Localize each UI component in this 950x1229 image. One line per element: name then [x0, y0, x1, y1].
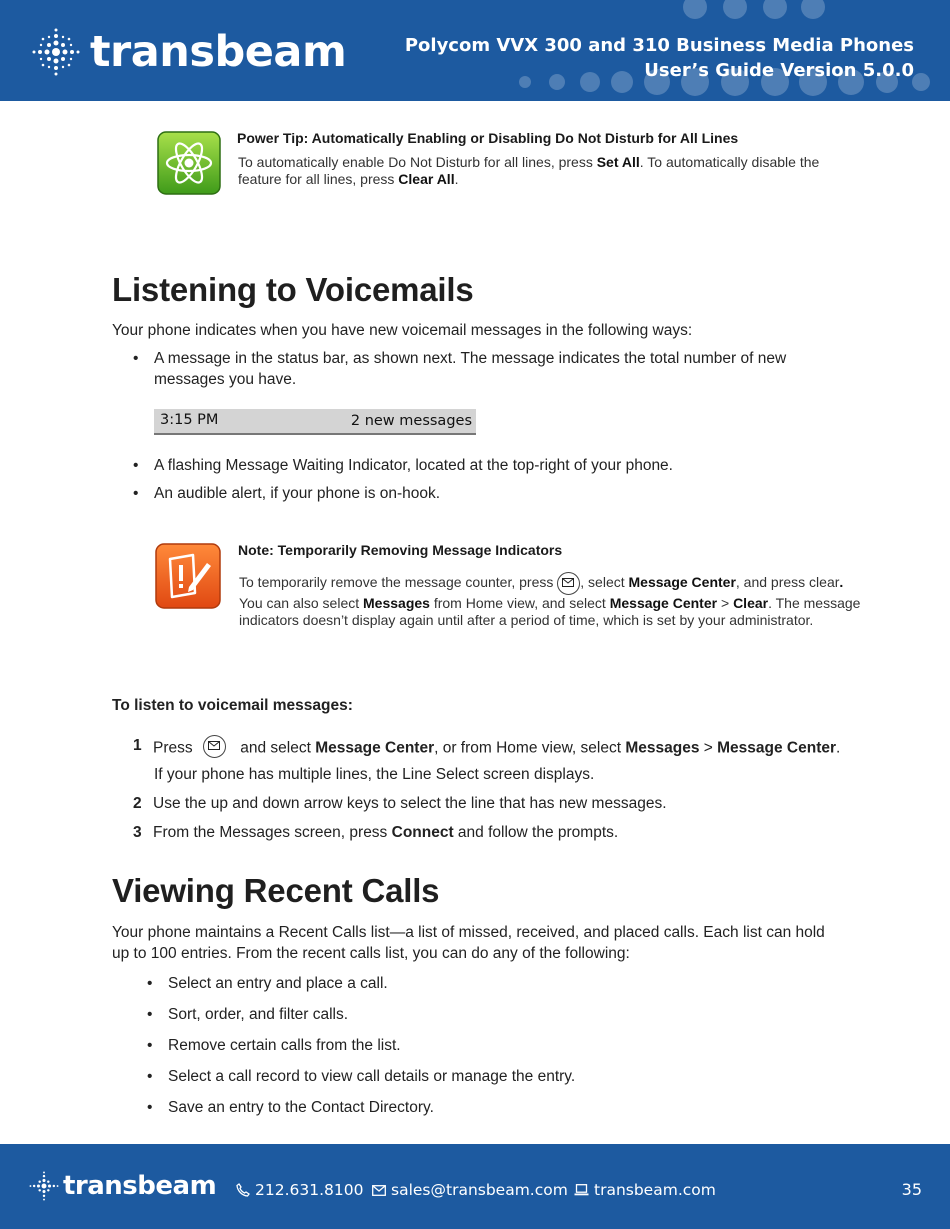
document-title [405, 33, 914, 83]
step-1-text: Press and select Message Center, or from Home view, select Messages > Message Center. [153, 735, 853, 762]
power-tip-title: Power Tip: Automatically Enabling or Disabling Do Not Disturb for All Lines [237, 130, 739, 146]
messages-key-icon [557, 572, 580, 595]
list-item: • Select an entry and place a call. [168, 973, 388, 994]
status-bar-time: 3:15 PM [160, 412, 219, 428]
phone-icon [236, 1183, 250, 1197]
note-title: Note: Temporarily Removing Message Indicators [238, 542, 563, 558]
clear-all-label: Clear All [398, 170, 455, 187]
step-2-text: Use the up and down arrow keys to select the line that has new messages. [153, 795, 667, 812]
transbeam-starburst-icon [28, 1170, 60, 1202]
recent-calls-intro: Your phone maintains a Recent Calls list—a list of missed, received, and placed calls. Each list can hold up to 100 entries. From the recent calls list, you can do any of the following: [112, 924, 825, 962]
heading-listening-to-voicemails: Listening to Voicemails [112, 271, 474, 308]
voicemail-intro: Your phone indicates when you have new voicemail messages in the following ways: [112, 322, 693, 339]
note-pencil-icon [155, 543, 221, 609]
set-all-label: Set All [596, 154, 640, 170]
laptop-icon [574, 1184, 589, 1196]
document-title-line-2: User’s Guide Version 5.0.0 [644, 60, 914, 81]
list-item: • Save an entry to the Contact Directory. [168, 1097, 434, 1118]
list-item: • Sort, order, and filter calls. [168, 1004, 348, 1025]
footer-phone[interactable]: 212.631.8100 [236, 1181, 363, 1199]
footer-brand-name: transbeam [63, 1171, 217, 1201]
heading-viewing-recent-calls: Viewing Recent Calls [112, 872, 440, 909]
list-item: • Select a call record to view call details or manage the entry. [168, 1066, 575, 1087]
voicemail-bullet-status-bar: • A message in the status bar, as shown next. The message indicates the total number of new messages you have. [154, 348, 814, 390]
status-bar-message: 2 new messages [350, 413, 472, 429]
step-3-text: From the Messages screen, press Connect and follow the prompts. [153, 824, 619, 841]
power-tip-text: To automatically enable Do Not Disturb for all lines, press Set All. To automatically disable the feature for all lines, press Clear All. [238, 154, 820, 187]
step-number: 1 [133, 737, 142, 754]
atom-icon [157, 131, 221, 195]
messages-key-icon [203, 735, 226, 758]
transbeam-starburst-icon [30, 26, 82, 78]
note-text: To temporarily remove the message counter, press , select Message Center, and press clear. You can also select Messages from Home view, and select Message Center > Clear. The message indicators doesn’t display again until after a period of time, which is set by your administrator. [239, 572, 864, 628]
footer-logo[interactable] [28, 1170, 216, 1202]
list-item: • Remove certain calls from the list. [168, 1035, 401, 1056]
document-title-line-1: Polycom VVX 300 and 310 Business Media Phones [404, 35, 914, 56]
step-number: 3 [133, 824, 142, 841]
page-header [0, 0, 950, 101]
footer-website[interactable]: transbeam.com [574, 1181, 716, 1199]
step-1-subtext: If your phone has multiple lines, the Line Select screen displays. [154, 766, 595, 783]
header-brand-name: transbeam [90, 27, 347, 77]
voicemail-bullet-indicator: • A flashing Message Waiting Indicator, located at the top-right of your phone. [154, 455, 673, 476]
status-bar-example [154, 409, 476, 435]
step-number: 2 [133, 795, 142, 812]
footer-email[interactable]: sales@transbeam.com [372, 1181, 568, 1199]
header-logo[interactable] [30, 26, 346, 78]
procedure-heading: To listen to voicemail messages: [112, 697, 353, 714]
email-icon [372, 1185, 386, 1196]
voicemail-bullet-audible: • An audible alert, if your phone is on-hook. [154, 483, 440, 504]
page-number: 35 [901, 1180, 922, 1199]
